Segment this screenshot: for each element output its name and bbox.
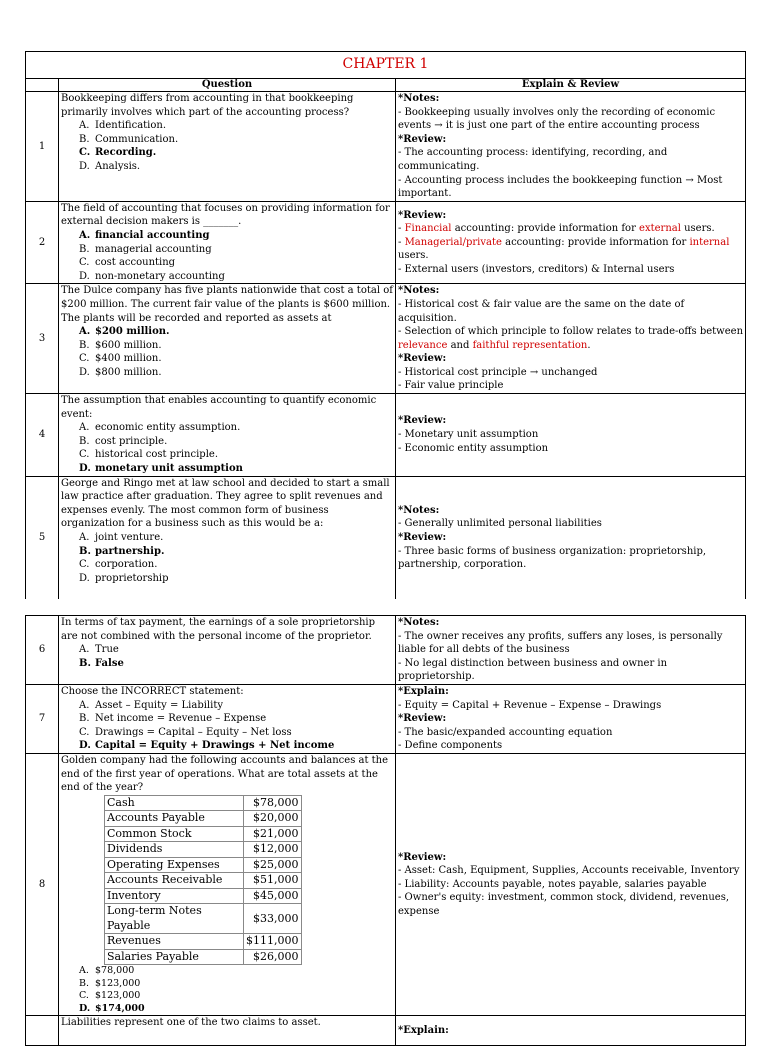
table-header-row xyxy=(26,79,746,92)
note-line: - Generally unlimited personal liabilities xyxy=(398,518,602,530)
question-row-5 xyxy=(26,476,746,599)
question-text: The Dulce company has five plants nationwide that cost a total of $200 million. The current fair value of the plants is $600 million. The plants will be recorded and reported as assets at xyxy=(61,285,393,324)
question-cell xyxy=(59,92,396,202)
review-line: - Asset: Cash, Equipment, Supplies, Accounts receivable, Inventory xyxy=(398,865,740,877)
option-a-answer: A. financial accounting xyxy=(79,229,210,241)
option-b-answer: B. False xyxy=(79,657,124,669)
question-number: 2 xyxy=(26,201,59,284)
explain-label: *Explain: xyxy=(398,686,449,697)
option-a: A. economic entity assumption. xyxy=(79,422,241,434)
review-label: *Review: xyxy=(398,209,447,221)
question-text: In terms of tax payment, the earnings of a sole proprietorship are not combined with the personal income of the proprietor. xyxy=(61,617,375,642)
chapter-table-1 xyxy=(25,51,746,599)
option-b-answer: B. partnership. xyxy=(79,545,165,557)
review-line: - Monetary unit assumption xyxy=(398,429,539,441)
account-row: Accounts Payable $20,000 xyxy=(105,811,302,827)
notes-label: *Notes: xyxy=(398,617,440,628)
option-b: B. $600 million. xyxy=(79,339,162,351)
option-b: B. cost principle. xyxy=(79,435,168,447)
option-d: D. Analysis. xyxy=(79,160,141,172)
account-row: Salaries Payable $26,000 xyxy=(105,949,302,965)
option-d: D. $800 million. xyxy=(79,366,162,378)
question-text: Golden company had the following accounts and balances at the end of the first year of operations. What are total assets at the end of the year? xyxy=(61,755,389,794)
question-cell xyxy=(59,201,396,284)
chapter-title: CHAPTER 1 xyxy=(26,52,746,79)
review-line: - Liability: Accounts payable, notes payable, salaries payable xyxy=(398,878,707,890)
notes-label: *Notes: xyxy=(398,285,440,297)
option-c: C. Drawings = Capital – Equity – Net loss xyxy=(79,726,292,738)
question-cell xyxy=(59,754,396,1016)
explain-line: - Equity = Capital + Revenue – Expense – Drawings xyxy=(398,699,662,711)
question-cell xyxy=(59,476,396,599)
explain-cell xyxy=(396,1016,746,1046)
note-line: - Selection of which principle to follow relates to trade-offs between xyxy=(398,326,744,338)
question-number xyxy=(26,1016,59,1046)
explain-cell xyxy=(396,754,746,1016)
account-row: Inventory $45,000 xyxy=(105,888,302,904)
review-line: - Three basic forms of business organization: proprietorship, partnership, corporation. xyxy=(398,545,707,571)
question-row-1 xyxy=(26,92,746,202)
option-c: C. cost accounting xyxy=(79,257,176,269)
question-number: 5 xyxy=(26,476,59,599)
question-row-8 xyxy=(26,754,746,1016)
review-label: *Review: xyxy=(398,713,447,725)
header-number xyxy=(26,79,59,92)
note-line: - Historical cost & fair value are the same on the date of acquisition. xyxy=(398,298,685,324)
question-text: Choose the INCORRECT statement: xyxy=(61,686,244,697)
option-a: A. $78,000 xyxy=(79,965,135,977)
question-number: 3 xyxy=(26,284,59,394)
option-b: B. managerial accounting xyxy=(79,243,212,255)
option-c: C. corporation. xyxy=(79,559,158,571)
option-a: A. joint venture. xyxy=(79,532,164,543)
review-line: - The basic/expanded accounting equation xyxy=(398,726,613,738)
option-c-answer: C. Recording. xyxy=(79,147,157,159)
chapter-table-2 xyxy=(25,615,746,1046)
review-label: *Review: xyxy=(398,133,447,145)
accounts-table xyxy=(104,795,302,966)
notes-label: *Notes: xyxy=(398,504,440,516)
question-number: 8 xyxy=(26,754,59,1016)
question-text: Bookkeeping differs from accounting in that bookkeeping primarily involves which part of the accounting process? xyxy=(61,93,354,118)
review-line: - Managerial/private accounting: provide information for internal users. xyxy=(398,236,730,262)
option-a: A. Asset – Equity = Liability xyxy=(79,699,223,711)
explain-cell xyxy=(396,616,746,685)
explain-cell xyxy=(396,476,746,599)
account-row: Accounts Receivable $51,000 xyxy=(105,873,302,889)
question-row-7 xyxy=(26,685,746,754)
option-c: C. historical cost principle. xyxy=(79,449,218,461)
question-cell xyxy=(59,1016,396,1046)
explain-cell xyxy=(396,394,746,477)
question-row-2 xyxy=(26,201,746,284)
option-b: B. Net income = Revenue – Expense xyxy=(79,713,267,725)
note-line: relevance and faithful representation. xyxy=(398,339,591,351)
header-explain: Explain & Review xyxy=(396,79,746,92)
question-number: 6 xyxy=(26,616,59,685)
review-label: *Review: xyxy=(398,415,447,427)
question-number: 7 xyxy=(26,685,59,754)
account-row: Dividends $12,000 xyxy=(105,842,302,858)
question-number: 1 xyxy=(26,92,59,202)
explain-cell xyxy=(396,685,746,754)
review-line: - Financial accounting: provide information for external users. xyxy=(398,223,715,235)
question-row-6 xyxy=(26,616,746,685)
question-text: Liabilities represent one of the two claims to asset. xyxy=(61,1017,321,1029)
option-d-answer: D. Capital = Equity + Drawings + Net income xyxy=(79,740,335,752)
question-text: The assumption that enables accounting to quantify economic event: xyxy=(61,395,377,420)
question-row-4 xyxy=(26,394,746,477)
header-question: Question xyxy=(59,79,396,92)
option-a: A. Identification. xyxy=(79,120,167,132)
review-label: *Review: xyxy=(398,532,447,544)
question-number: 4 xyxy=(26,394,59,477)
review-label: *Review: xyxy=(398,353,447,365)
review-line: - Owner's equity: investment, common stock, dividend, revenues, expense xyxy=(398,892,730,918)
review-line: - Define components xyxy=(398,740,503,752)
option-d-answer: D. $174,000 xyxy=(79,1002,145,1014)
explain-cell xyxy=(396,92,746,202)
review-line: - Economic entity assumption xyxy=(398,442,549,454)
question-row-9 xyxy=(26,1016,746,1046)
notes-label: *Notes: xyxy=(398,93,440,104)
account-row: Long-term Notes Payable $33,000 xyxy=(105,904,302,934)
question-cell xyxy=(59,685,396,754)
account-row: Common Stock $21,000 xyxy=(105,826,302,842)
review-label: *Review: xyxy=(398,851,447,863)
option-d: D. non-monetary accounting xyxy=(79,270,225,282)
option-b: B. Communication. xyxy=(79,133,179,145)
option-a-answer: A. $200 million. xyxy=(79,326,170,338)
note-line: - No legal distinction between business and owner in proprietorship. xyxy=(398,657,668,683)
account-row: Revenues $111,000 xyxy=(105,934,302,950)
review-line: - External users (investors, creditors) & Internal users xyxy=(398,263,675,275)
question-cell xyxy=(59,616,396,685)
question-cell xyxy=(59,284,396,394)
account-row: Operating Expenses $25,000 xyxy=(105,857,302,873)
review-line: - Accounting process includes the bookkeeping function → Most important. xyxy=(398,174,723,200)
explain-cell xyxy=(396,201,746,284)
option-c: C. $123,000 xyxy=(79,990,141,1002)
option-c: C. $400 million. xyxy=(79,353,162,365)
question-text: George and Ringo met at law school and decided to start a small law practice after graduation. They agree to split revenues and expenses evenly. The most common form of business organization for a business such as this would be a: xyxy=(61,477,390,530)
note-line: - Bookkeeping usually involves only the recording of economic events → it is just one part of the entire accounting process xyxy=(398,106,716,132)
option-d: D. proprietorship xyxy=(79,572,169,584)
option-d-answer: D. monetary unit assumption xyxy=(79,463,243,475)
account-row: Cash $78,000 xyxy=(105,795,302,811)
note-line: - The owner receives any profits, suffers any loses, is personally liable for all debts of the business xyxy=(398,630,723,656)
review-line: - Fair value principle xyxy=(398,380,504,392)
question-text: The field of accounting that focuses on providing information for external decision makers is _______. xyxy=(61,202,390,228)
review-line: - The accounting process: identifying, recording, and communicating. xyxy=(398,147,668,172)
explain-label: *Explain: xyxy=(398,1025,449,1037)
explain-cell xyxy=(396,284,746,394)
question-row-3 xyxy=(26,284,746,394)
option-a: A. True xyxy=(79,644,119,656)
question-cell xyxy=(59,394,396,477)
review-line: - Historical cost principle → unchanged xyxy=(398,366,598,378)
option-b: B. $123,000 xyxy=(79,977,141,989)
